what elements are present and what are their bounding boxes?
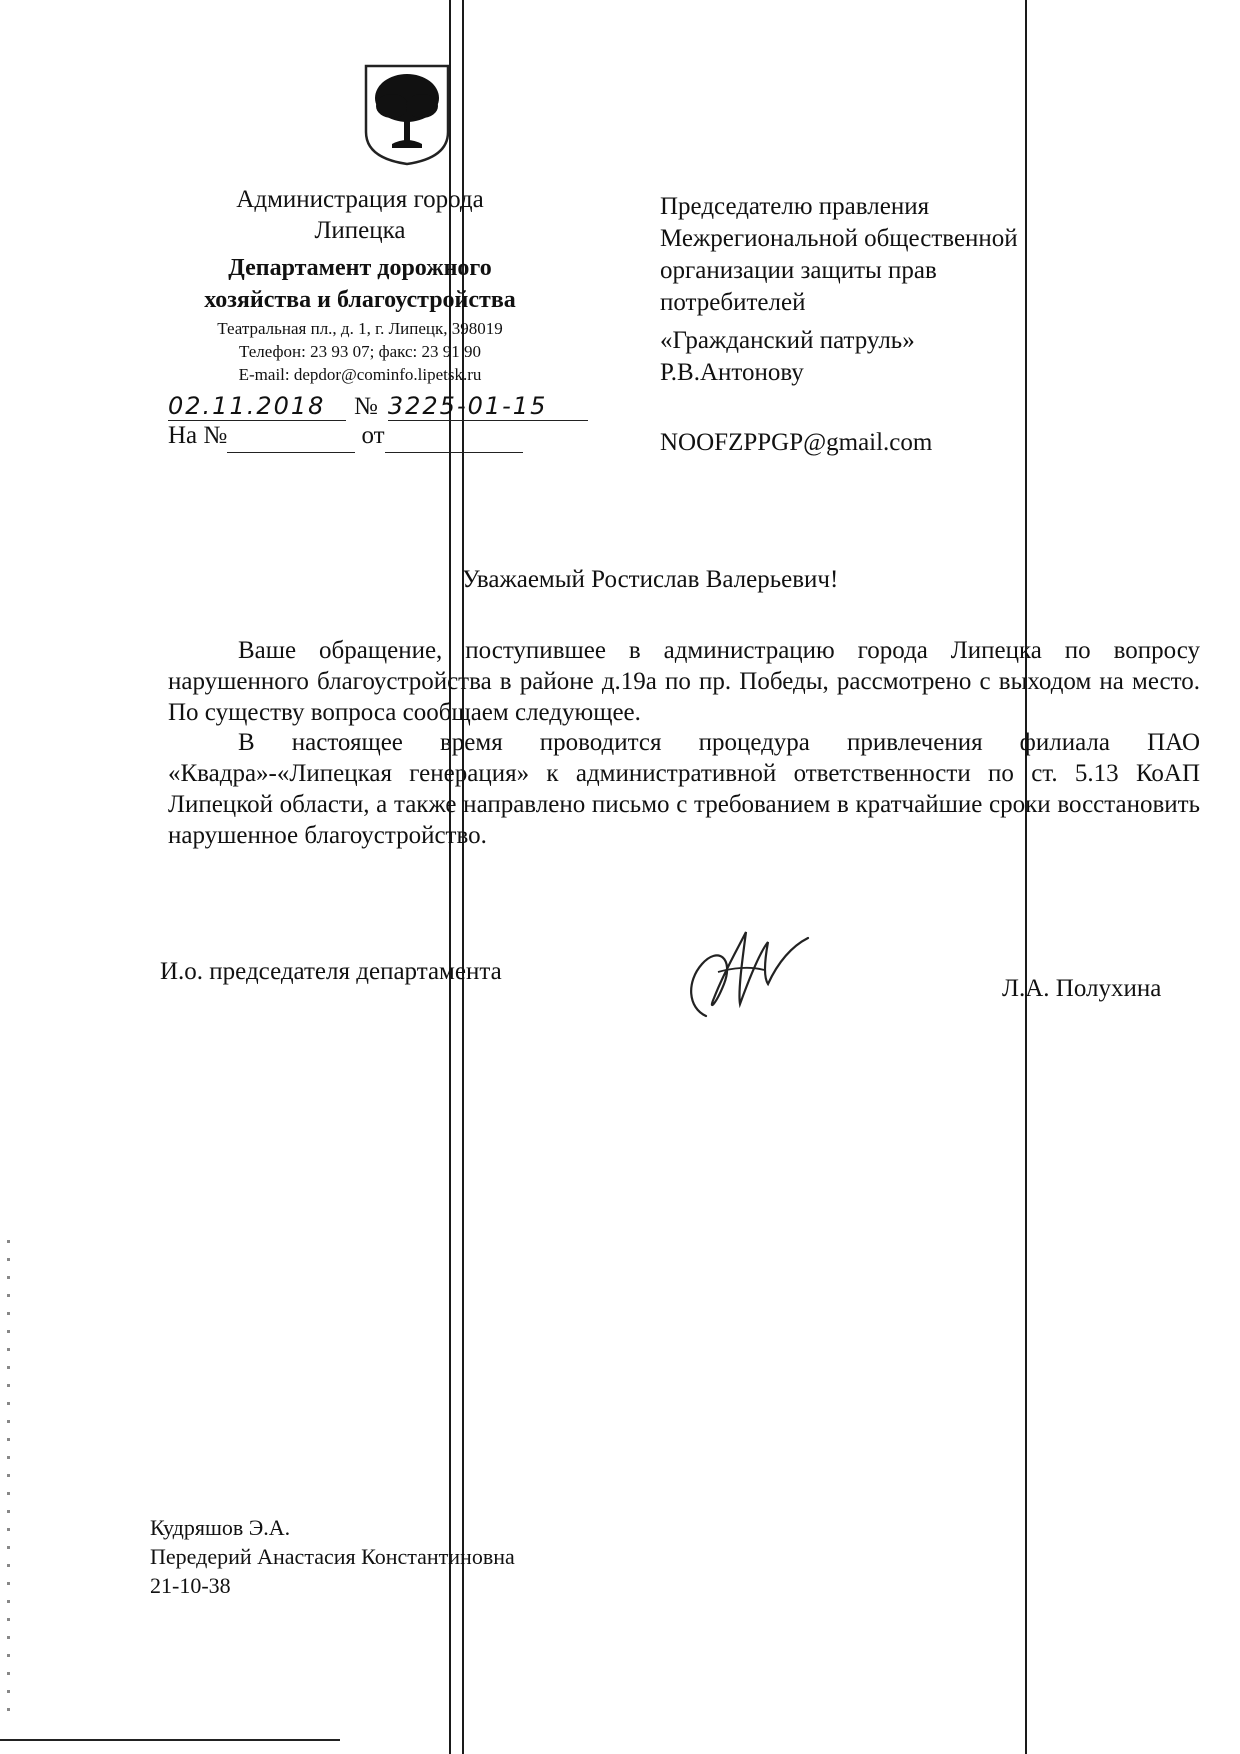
org-phone: Телефон: 23 93 07; факс: 23 91 90 — [239, 342, 481, 361]
handwritten-signature — [668, 912, 828, 1032]
recipient-email: NOOFZPPGP@gmail.com — [660, 429, 933, 456]
recipient-line5: «Гражданский патруль» — [660, 327, 915, 354]
recipient-line4: потребителей — [660, 289, 806, 316]
recipient-name: Р.В.Антонову — [660, 359, 804, 386]
executor-phone: 21-10-38 — [150, 1573, 231, 1598]
org-name-line1: Администрация города — [236, 186, 484, 213]
executor-line1: Кудряшов Э.А. — [150, 1515, 291, 1540]
org-email: E-mail: depdor@cominfo.lipetsk.ru — [238, 365, 482, 384]
recipient-line1: Председателю правления — [660, 193, 930, 220]
salutation: Уважаемый Ростислав Валерьевич! — [462, 566, 839, 593]
reference-number-blank — [227, 420, 355, 453]
reference-row — [168, 420, 523, 453]
signatory-name: Л.А. Полухина — [1002, 975, 1162, 1002]
org-address: Театральная пл., д. 1, г. Липецк, 398019 — [217, 319, 503, 338]
scan-line — [1025, 0, 1027, 1754]
scan-dots — [7, 1240, 10, 1720]
body-paragraph-1: Ваше обращение, поступившее в администрацию города Липецка по вопросу нарушенного благоустройства в районе д.19а по пр. Победы, рассмотрено с выходом на место. По существу вопроса сообщаем следующее. — [168, 637, 1200, 726]
recipient-line2: Межрегиональной общественной — [660, 225, 1018, 252]
registration-date: 02.11.2018 — [168, 392, 346, 421]
signatory-position: И.о. председателя департамента — [160, 958, 502, 985]
registration-number: 3225-01-15 — [388, 392, 588, 421]
scan-bottom-line — [0, 1739, 340, 1741]
reference-date-blank — [385, 420, 523, 453]
body-paragraph-2: В настоящее время проводится процедура привлечения филиала ПАО «Квадра»-«Липецкая генерация» к административной ответственности по ст. 5.13 КоАП Липецкой области, а также направлено письмо с требованием в кратчайшие сроки восстановить нарушенное благоустройство. — [168, 729, 1200, 849]
registration-number-label: № — [354, 393, 378, 420]
reference-number-label: На № — [168, 422, 228, 449]
org-name-line2: Липецка — [314, 217, 406, 244]
department-line1: Департамент дорожного — [228, 255, 492, 281]
recipient-line3: организации защиты прав — [660, 257, 937, 284]
reference-from-label: от — [361, 422, 385, 449]
coat-of-arms-icon — [362, 62, 452, 166]
department-line2: хозяйства и благоустройства — [204, 287, 516, 313]
executor-line2: Передерий Анастасия Константиновна — [150, 1544, 515, 1569]
